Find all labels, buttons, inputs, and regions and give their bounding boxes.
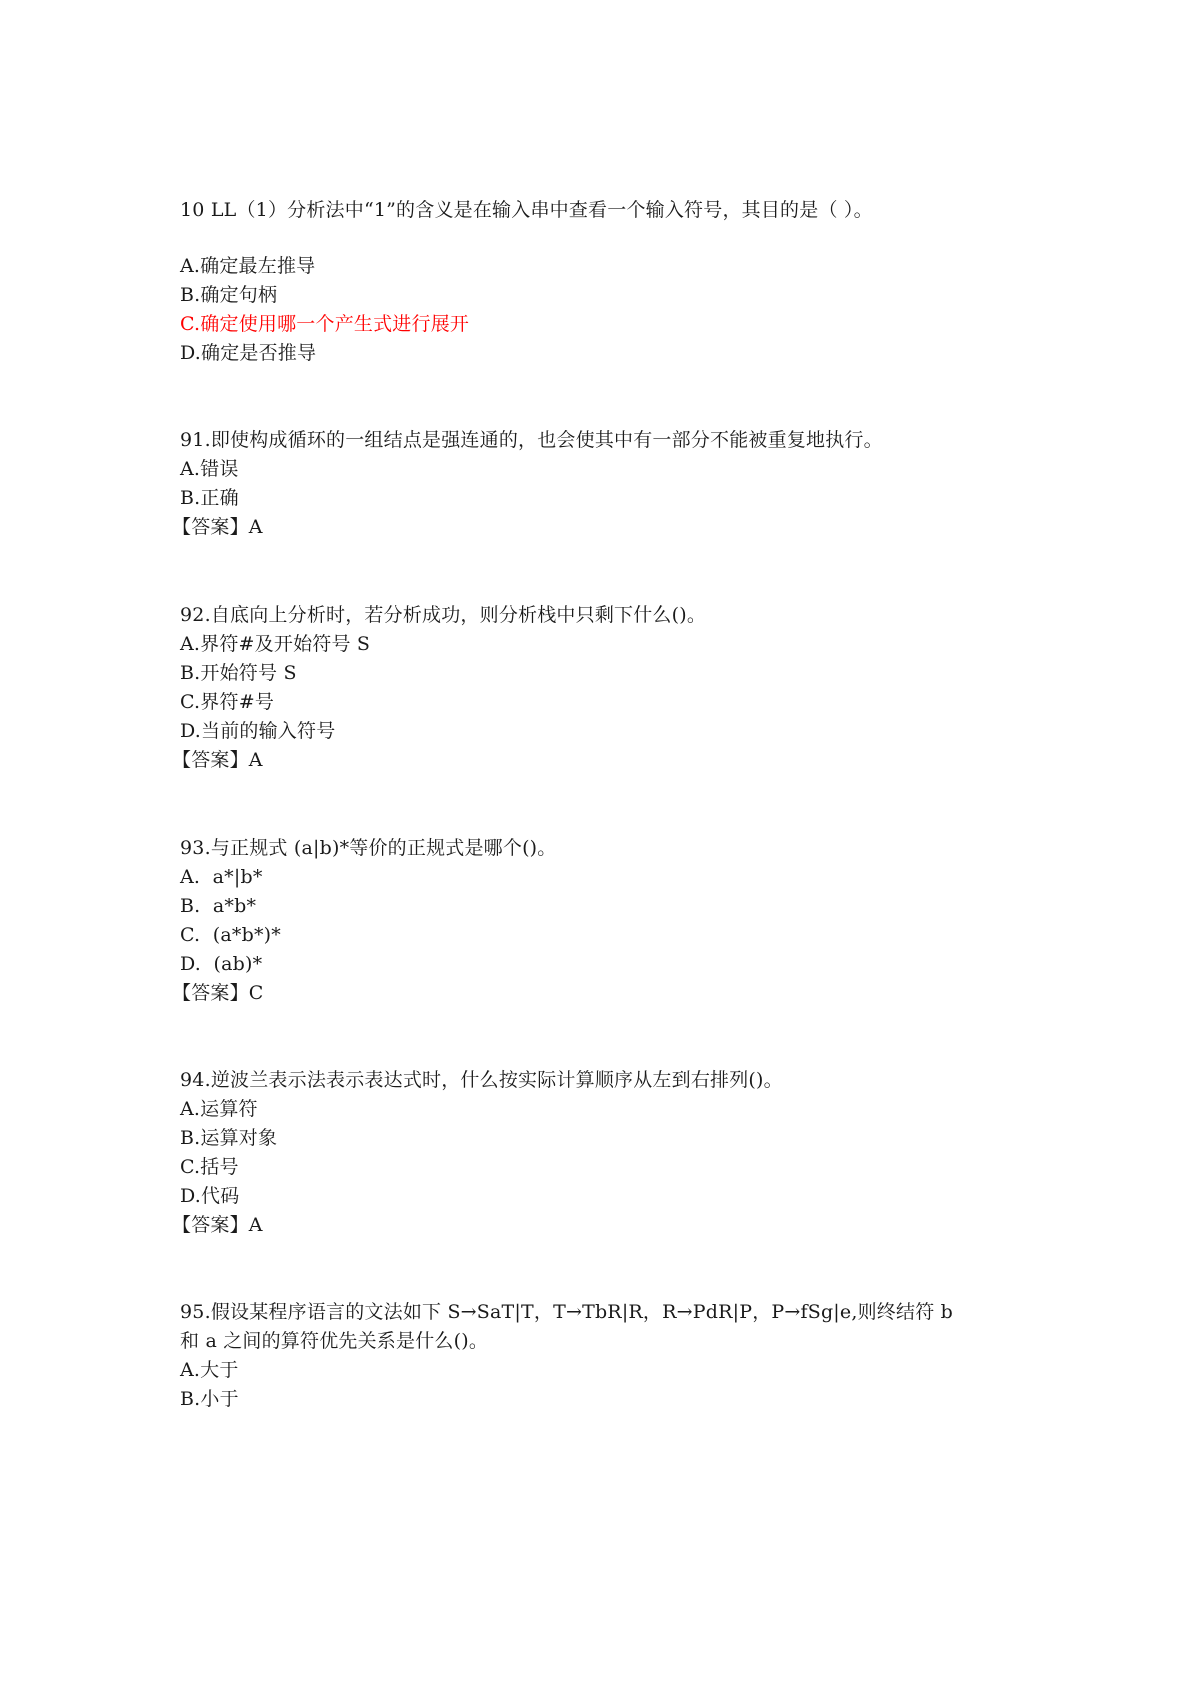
question-94-option-c: C.括号 — [180, 1156, 239, 1178]
question-95-stem-line-1: 95.假设某程序语言的文法如下 S→SaT|T，T→TbR|R，R→PdR|P，P→fSg|e,则终结符 b — [180, 1301, 953, 1323]
question-95-stem-line-2: 和 a 之间的算符优先关系是什么()。 — [180, 1330, 489, 1352]
question-92-option-c: C.界符#号 — [180, 691, 275, 713]
question-93-option-c: C. (a*b*)* — [180, 924, 281, 946]
question-10-option-b: B.确定句柄 — [180, 284, 278, 306]
question-91-stem: 91.即使构成循环的一组结点是强连通的，也会使其中有一部分不能被重复地执行。 — [180, 429, 883, 451]
question-93-option-a: A. a*|b* — [180, 866, 263, 888]
question-93-option-b: B. a*b* — [180, 895, 257, 917]
question-95-option-b: B.小于 — [180, 1388, 239, 1410]
question-10-option-a: A.确定最左推导 — [180, 255, 316, 277]
question-91-answer: 【答案】A — [172, 516, 263, 538]
question-93-stem: 93.与正规式 (a|b)*等价的正规式是哪个()。 — [180, 837, 557, 859]
question-92-option-d: D.当前的输入符号 — [180, 720, 336, 742]
question-92-answer: 【答案】A — [172, 749, 263, 771]
question-10-option-c-highlighted: C.确定使用哪一个产生式进行展开 — [180, 313, 470, 335]
question-92-option-b: B.开始符号 S — [180, 662, 297, 684]
question-94-answer: 【答案】A — [172, 1214, 263, 1236]
question-10-option-d: D.确定是否推导 — [180, 342, 317, 364]
question-92-stem: 92.自底向上分析时，若分析成功，则分析栈中只剩下什么()。 — [180, 604, 707, 626]
question-91-option-a: A.错误 — [180, 458, 239, 480]
question-94-option-d: D.代码 — [180, 1185, 240, 1207]
question-93-option-d: D. (ab)* — [180, 953, 263, 975]
question-92-option-a: A.界符#及开始符号 S — [180, 633, 371, 655]
question-95-option-a: A.大于 — [180, 1359, 239, 1381]
question-94-option-a: A.运算符 — [180, 1098, 258, 1120]
question-93-answer: 【答案】C — [172, 982, 264, 1004]
question-10-stem: 10 LL（1）分析法中“1”的含义是在输入串中查看一个输入符号，其目的是（ ）。 — [180, 199, 873, 221]
question-94-option-b: B.运算对象 — [180, 1127, 278, 1149]
question-94-stem: 94.逆波兰表示法表示表达式时，什么按实际计算顺序从左到右排列()。 — [180, 1069, 783, 1091]
question-91-option-b: B.正确 — [180, 487, 239, 509]
